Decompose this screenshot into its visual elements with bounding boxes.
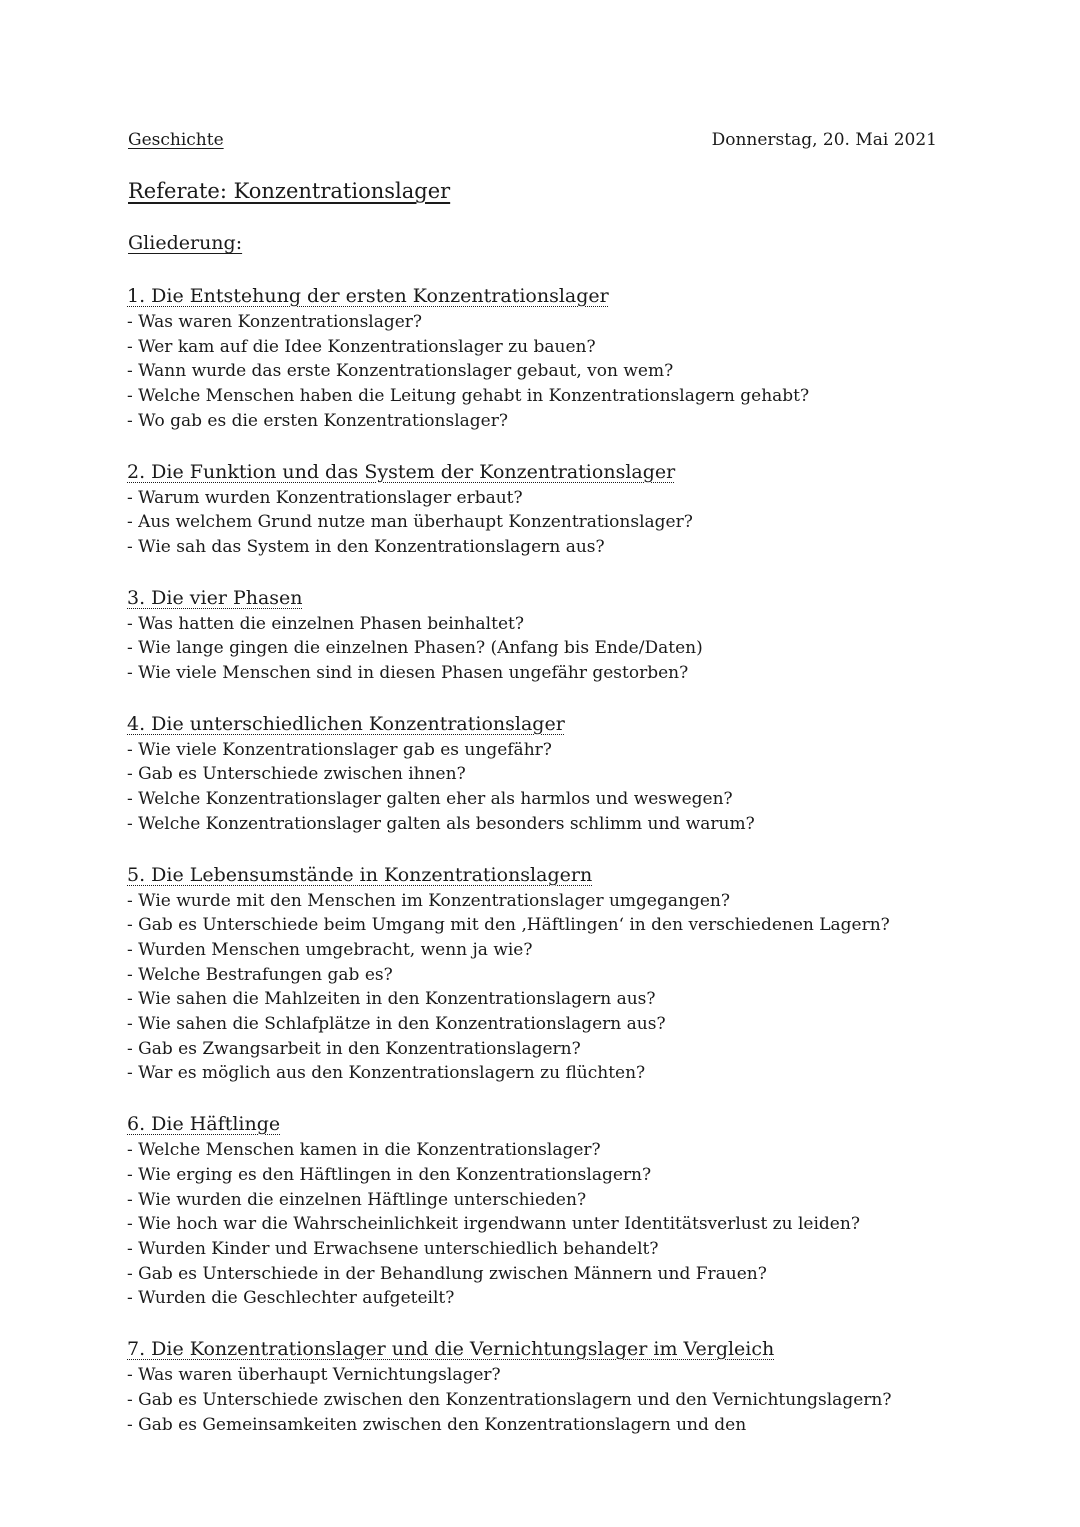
outline-section	[127, 711, 1027, 837]
question-item: - Wie wurde mit den Menschen im Konzentrationslager umgegangen?	[127, 890, 730, 911]
question-item: - Wie hoch war die Wahrscheinlichkeit irgendwann unter Identitätsverlust zu leiden?	[127, 1214, 860, 1235]
question-item: - Wie sah das System in den Konzentrationslagern aus?	[127, 536, 605, 557]
question-item: - Wurden die Geschlechter aufgeteilt?	[127, 1288, 455, 1309]
question-item: - Gab es Gemeinsamkeiten zwischen den Konzentrationslagern und den	[127, 1414, 747, 1435]
section-heading: 4. Die unterschiedlichen Konzentrationslager	[127, 712, 565, 735]
question-item: - Wer kam auf die Idee Konzentrationslager zu bauen?	[127, 336, 596, 357]
section-heading: 5. Die Lebensumstände in Konzentrationslagern	[127, 863, 593, 886]
question-list	[127, 889, 1027, 1087]
question-list	[127, 486, 1027, 560]
outline-section	[127, 585, 1027, 686]
question-item: - Wie erging es den Häftlingen in den Konzentrationslagern?	[127, 1164, 652, 1185]
question-list	[127, 612, 1027, 686]
outline-section	[127, 1111, 1027, 1311]
question-item: - Wo gab es die ersten Konzentrationslager?	[127, 410, 508, 431]
question-item: - Gab es Unterschiede zwischen den Konzentrationslagern und den Vernichtungslagern?	[127, 1389, 892, 1410]
question-list	[127, 738, 1027, 837]
question-item: - War es möglich aus den Konzentrationslagern zu flüchten?	[127, 1063, 646, 1084]
question-item: - Welche Konzentrationslager galten als besonders schlimm und warum?	[127, 813, 755, 834]
question-item: - Wie wurden die einzelnen Häftlinge unterschieden?	[127, 1189, 587, 1210]
question-item: - Wie lange gingen die einzelnen Phasen? (Anfang bis Ende/Daten)	[127, 638, 703, 659]
outline-section	[127, 862, 1027, 1087]
outline-sections	[127, 283, 1027, 1462]
section-heading: 2. Die Funktion und das System der Konzentrationslager	[127, 460, 676, 483]
document-date: Donnerstag, 20. Mai 2021	[711, 130, 937, 150]
question-item: - Welche Menschen haben die Leitung gehabt in Konzentrationslagern gehabt?	[127, 386, 810, 407]
question-item: - Wurden Menschen umgebracht, wenn ja wie?	[127, 939, 533, 960]
question-item: - Aus welchem Grund nutze man überhaupt Konzentrationslager?	[127, 512, 693, 533]
outline-section	[127, 283, 1027, 434]
question-item: - Wie sahen die Schlafplätze in den Konzentrationslagern aus?	[127, 1014, 666, 1035]
question-item: - Welche Konzentrationslager galten eher als harmlos und weswegen?	[127, 789, 733, 810]
question-item: - Wie viele Menschen sind in diesen Phasen ungefähr gestorben?	[127, 663, 689, 684]
section-heading: 7. Die Konzentrationslager und die Vernichtungslager im Vergleich	[127, 1338, 775, 1361]
document-title: Referate: Konzentrationslager	[128, 179, 451, 203]
section-heading: 6. Die Häftlinge	[127, 1113, 281, 1136]
question-item: - Wurden Kinder und Erwachsene unterschiedlich behandelt?	[127, 1238, 659, 1259]
question-item: - Warum wurden Konzentrationslager erbaut?	[127, 487, 523, 508]
question-item: - Was waren überhaupt Vernichtungslager?	[127, 1365, 501, 1386]
question-list	[127, 1363, 1027, 1437]
question-list	[127, 310, 1027, 434]
outline-section	[127, 459, 1027, 560]
question-item: - Wie viele Konzentrationslager gab es ungefähr?	[127, 739, 552, 760]
question-item: - Gab es Unterschiede in der Behandlung zwischen Männern und Frauen?	[127, 1263, 767, 1284]
question-item: - Wie sahen die Mahlzeiten in den Konzentrationslagern aus?	[127, 989, 656, 1010]
outline-section	[127, 1336, 1027, 1437]
question-item: - Welche Menschen kamen in die Konzentrationslager?	[127, 1140, 601, 1161]
question-item: - Was waren Konzentrationslager?	[127, 312, 423, 332]
question-list	[127, 1138, 1027, 1311]
question-item: - Gab es Unterschiede zwischen ihnen?	[127, 764, 466, 785]
question-item: - Gab es Unterschiede beim Umgang mit den ‚Häftlingen‘ in den verschiedenen Lagern?	[127, 915, 890, 936]
outline-label: Gliederung:	[128, 232, 243, 254]
question-item: - Welche Bestrafungen gab es?	[127, 964, 393, 985]
question-item: - Gab es Zwangsarbeit in den Konzentrationslagern?	[127, 1038, 581, 1059]
question-item: - Was hatten die einzelnen Phasen beinhaltet?	[127, 613, 524, 634]
subject-label: Geschichte	[128, 130, 224, 150]
section-heading: 1. Die Entstehung der ersten Konzentrationslager	[127, 285, 609, 307]
question-item: - Wann wurde das erste Konzentrationslager gebaut, von wem?	[127, 361, 674, 382]
section-heading: 3. Die vier Phasen	[127, 586, 303, 609]
